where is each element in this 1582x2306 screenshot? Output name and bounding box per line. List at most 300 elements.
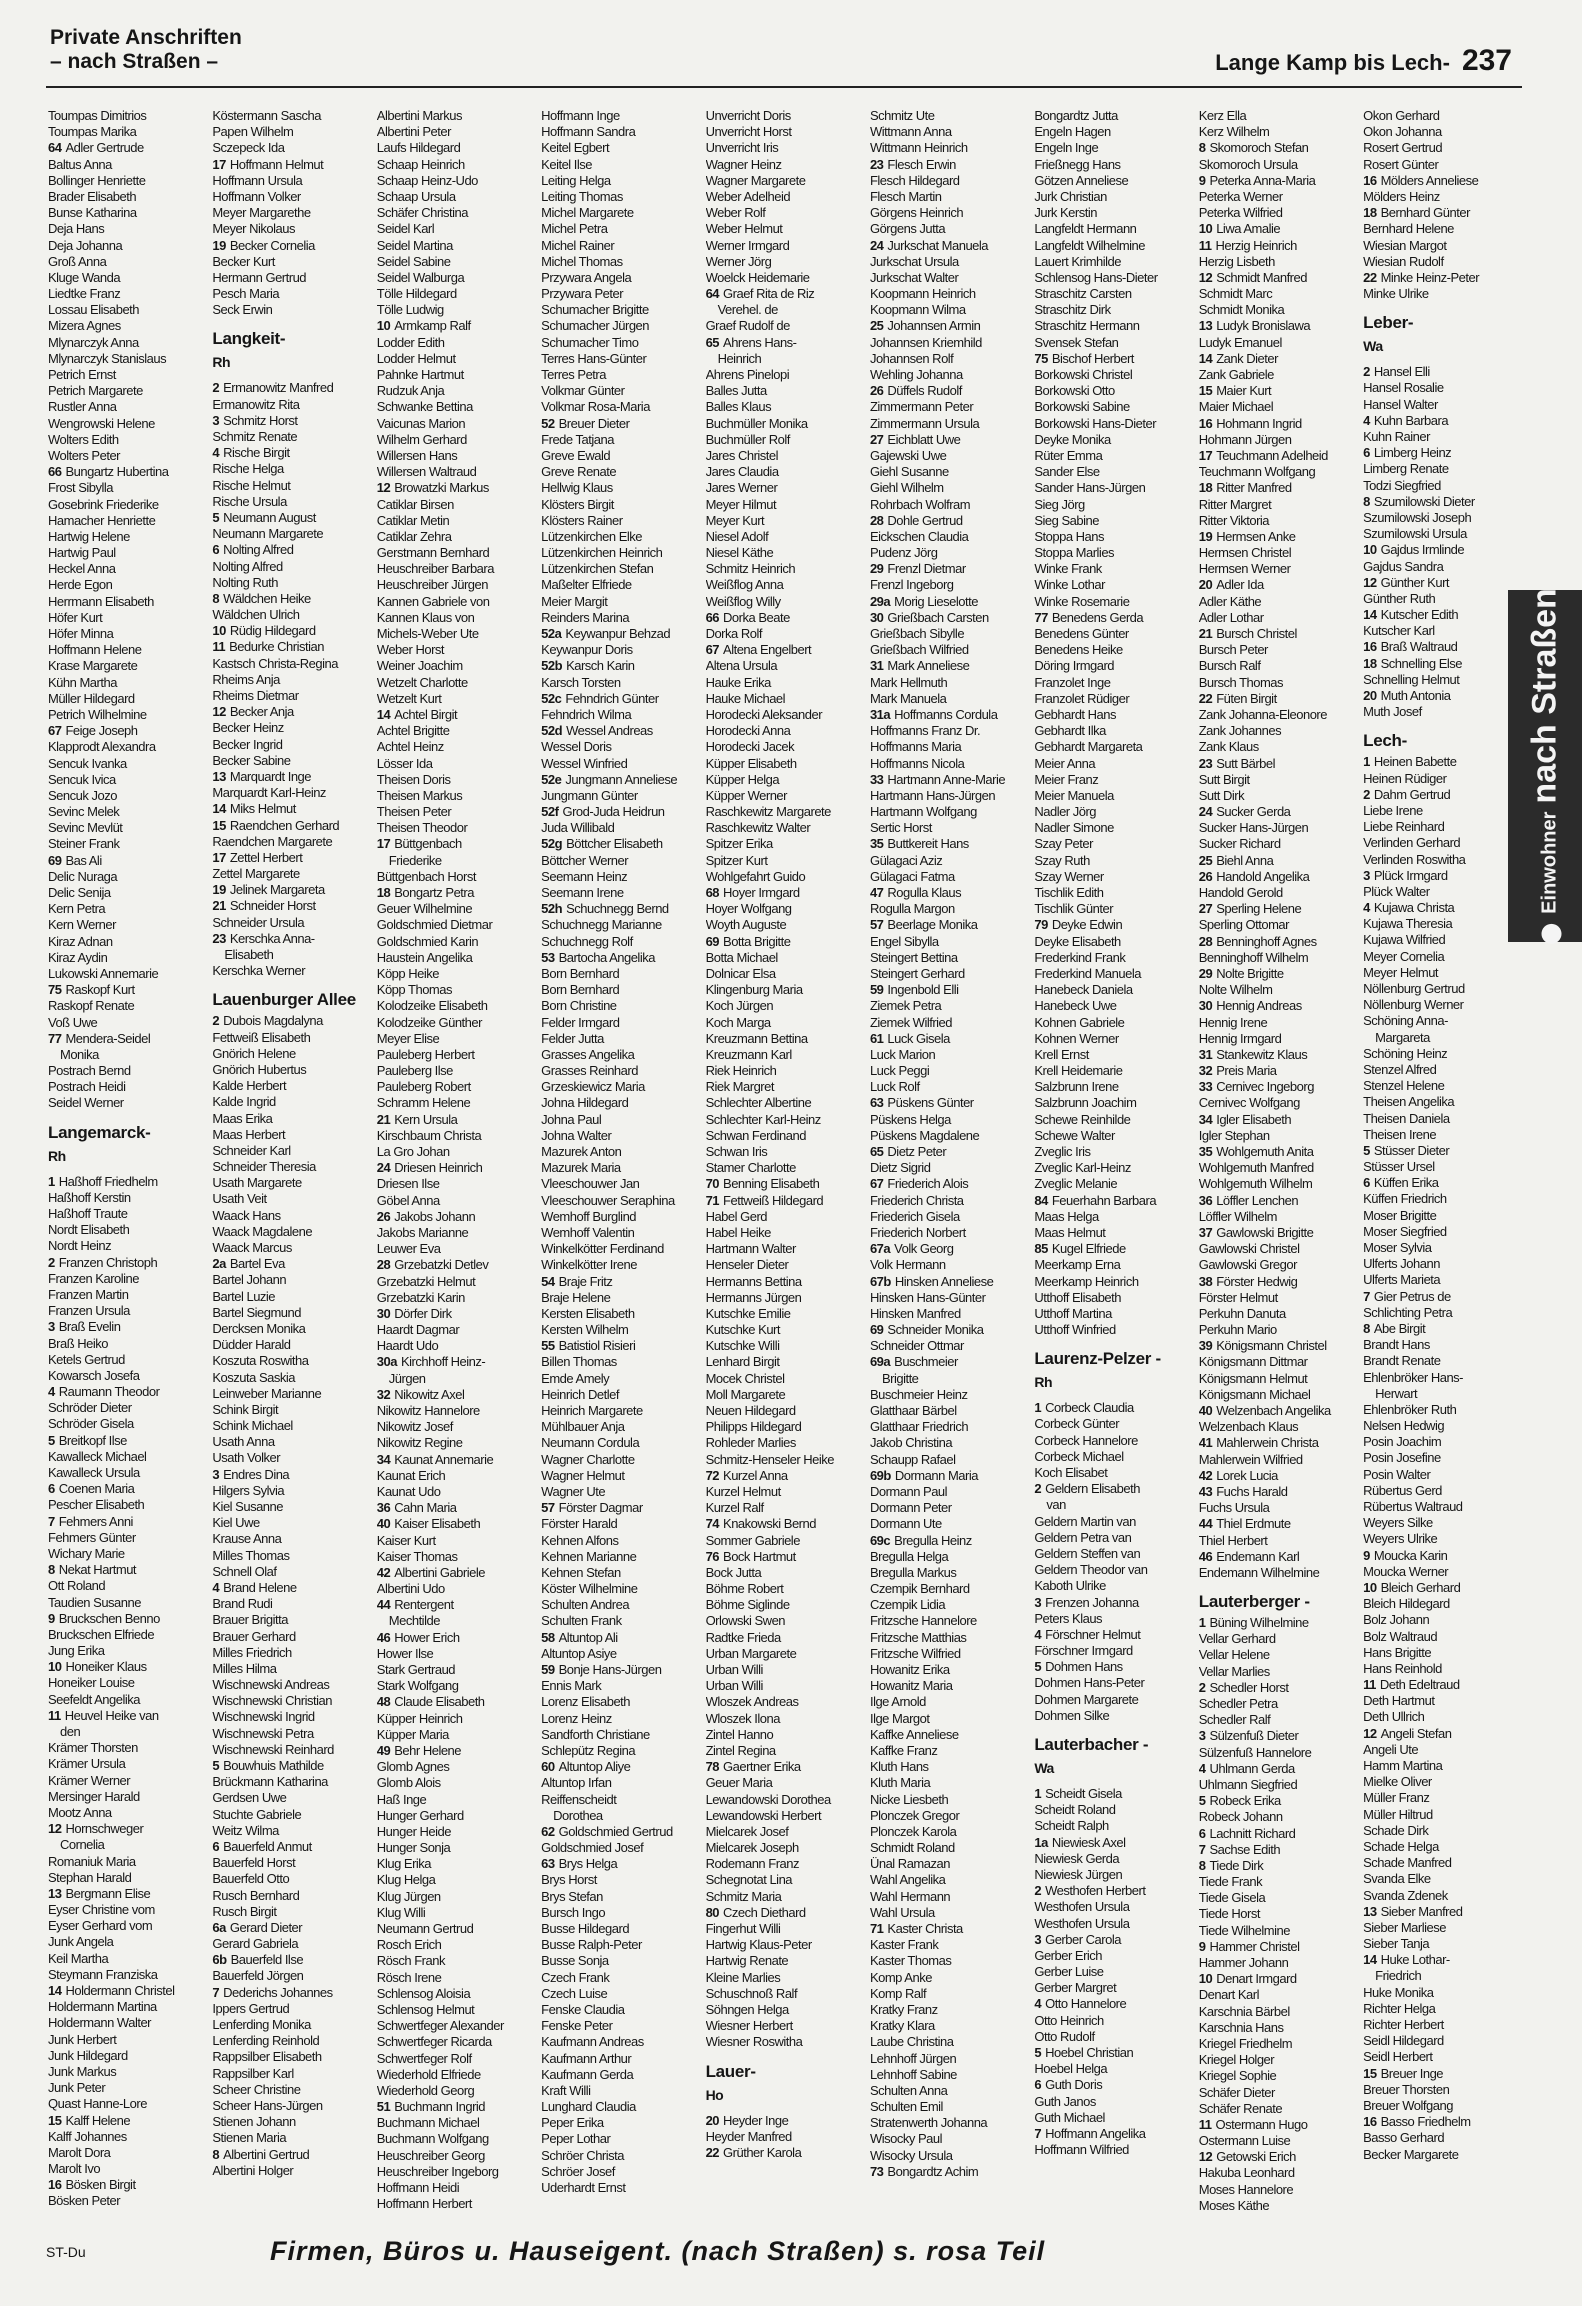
resident-entry: Verlinden Roswitha	[1363, 851, 1466, 867]
resident-entry	[706, 335, 866, 351]
house-number: 38	[1198, 1273, 1213, 1289]
resident-entry: Czech Luise	[541, 1985, 608, 2001]
resident-entry: Sevinc Mevlüt	[48, 820, 123, 836]
resident-entry: Achtel Heinz	[376, 739, 444, 755]
resident-entry: Kannen Klaus von	[376, 609, 475, 625]
resident-entry: Götzen Anneliese	[1034, 172, 1129, 188]
resident-name: Gerber Carola	[1045, 1931, 1121, 1947]
resident-name: Maier Kurt	[1216, 383, 1272, 399]
resident-entry	[1199, 1971, 1359, 1987]
resident-entry: Gnörich Helene	[212, 1045, 296, 1061]
resident-entry: Schwan Iris	[705, 1144, 768, 1159]
resident-entry: Grzebatzki Karin	[376, 1289, 465, 1305]
resident-entry: Winkelkötter Irene	[541, 1257, 637, 1273]
resident-entry: Nadler Simone	[1034, 820, 1114, 836]
resident-entry: Königsmann Helmut	[1198, 1370, 1308, 1386]
resident-entry: Bolz Waltraud	[1363, 1628, 1438, 1644]
resident-entry	[48, 1983, 208, 1999]
resident-name: Kurzel Anna	[723, 1467, 788, 1483]
resident-entry: Dormann Ute	[869, 1516, 942, 1532]
resident-entry: Görgens Jutta	[869, 221, 946, 237]
house-number: 9	[48, 1610, 55, 1626]
resident-name: Bock Hartmut	[723, 1548, 796, 1564]
resident-entry: Geldern Steffen van	[1034, 1545, 1141, 1561]
resident-entry: Wichary Marie	[48, 1545, 125, 1561]
resident-entry	[1034, 2077, 1194, 2093]
resident-entry: Rösch Irene	[376, 1969, 442, 1985]
resident-entry	[1199, 1144, 1359, 1160]
resident-entry	[1199, 1193, 1359, 1209]
resident-entry: Honeiker Louise	[48, 1675, 135, 1691]
resident-entry	[212, 1758, 372, 1774]
resident-entry: Rusch Birgit	[212, 1903, 277, 1919]
resident-entry: Seidel Sabine	[376, 253, 451, 269]
resident-entry: Steingert Gerhard	[869, 965, 965, 981]
section-tab-line2: nach Straßen	[1525, 588, 1564, 804]
resident-entry	[1034, 1595, 1194, 1611]
resident-entry	[377, 1743, 537, 1759]
resident-entry	[212, 704, 372, 720]
resident-entry: Brandt Hans	[1363, 1337, 1430, 1353]
resident-entry: Schneider Ursula	[212, 914, 305, 930]
resident-entry	[1363, 656, 1523, 672]
house-number: 1	[1198, 1615, 1206, 1631]
resident-name: Braß Evelin	[58, 1319, 121, 1335]
resident-entry: Eyser Gerhard vom	[48, 1918, 153, 1934]
resident-entry: Müller Hildegard	[48, 690, 135, 706]
resident-name: Sutt Bärbel	[1216, 755, 1276, 771]
resident-entry: Pesch Maria	[212, 286, 280, 302]
resident-entry: Guth Janos	[1034, 2093, 1096, 2109]
resident-name: Brand Helene	[223, 1579, 297, 1595]
resident-entry: Adler Käthe	[1198, 593, 1262, 609]
resident-entry: Corbeck Michael	[1034, 1448, 1124, 1464]
resident-entry	[212, 801, 372, 817]
resident-entry: Corbeck Günter	[1034, 1416, 1120, 1432]
resident-name: Westhofen Herbert	[1045, 1883, 1146, 1899]
resident-entry: Winkelkötter Ferdinand	[541, 1241, 664, 1257]
house-number: 6	[1034, 2077, 1042, 2093]
resident-entry: Schneider Ottmar	[869, 1338, 964, 1354]
house-number: 1	[1363, 754, 1370, 770]
house-number: 28	[869, 512, 884, 528]
resident-entry: Bollinger Henriette	[48, 172, 146, 188]
resident-entry: Friederich Christa	[869, 1192, 964, 1208]
resident-entry: Peper Erika	[541, 2115, 604, 2131]
resident-entry: Braje Helene	[541, 1289, 611, 1305]
resident-entry: Junk Hildegard	[48, 2047, 128, 2063]
resident-entry: Steingert Bettina	[869, 949, 958, 965]
resident-entry: Wetzelt Charlotte	[376, 674, 468, 690]
resident-entry: Deyke Monika	[1034, 431, 1111, 447]
resident-entry: Frederkind Manuela	[1034, 965, 1141, 981]
resident-entry: Pauleberg Robert	[376, 1079, 471, 1095]
resident-entry	[48, 1821, 208, 1837]
resident-entry: Mersinger Harald	[48, 1788, 140, 1804]
resident-name: Cernivec Ingeborg	[1216, 1079, 1314, 1095]
resident-entry: Otto Rudolf	[1034, 2028, 1095, 2044]
listing-column	[706, 108, 870, 2223]
resident-entry: Wessel Winfried	[541, 755, 628, 771]
house-number: 5	[212, 1758, 220, 1773]
resident-name: Hartmann Anne-Marie	[887, 771, 1006, 787]
resident-name: Bregulla Heinz	[894, 1532, 972, 1548]
resident-entry	[48, 1031, 208, 1047]
district-code: Rh	[1034, 1374, 1053, 1391]
resident-entry	[1199, 383, 1359, 399]
house-number: 17	[376, 836, 391, 852]
house-number: 11	[48, 1707, 61, 1723]
resident-entry: Becker Sabine	[212, 752, 291, 768]
resident-name: Bas Ali	[65, 852, 102, 868]
resident-entry	[212, 1920, 372, 1936]
resident-entry: Toumpas Dimitrios	[48, 108, 147, 123]
resident-entry	[1199, 416, 1359, 432]
resident-entry	[1363, 1175, 1523, 1191]
resident-entry: Milles Friedrich	[212, 1644, 292, 1660]
resident-entry: Bursch Peter	[1198, 642, 1268, 658]
house-number: 32	[376, 1386, 391, 1402]
house-number: 29a	[869, 593, 891, 609]
resident-entry	[377, 1516, 537, 1532]
resident-entry: Stuchte Gabriele	[212, 1806, 302, 1822]
house-number: 76	[705, 1548, 720, 1564]
resident-entry	[212, 1985, 372, 2001]
resident-entry: Ahrens Pinelopi	[705, 367, 790, 382]
house-number: 3	[212, 1466, 220, 1482]
resident-entry: Wolters Peter	[48, 447, 121, 463]
resident-entry	[48, 2177, 208, 2193]
resident-name: Stankewitz Klaus	[1216, 1046, 1308, 1062]
resident-entry: Waack Hans	[212, 1207, 281, 1223]
resident-entry	[377, 1387, 537, 1403]
house-number: 6	[212, 542, 220, 558]
resident-entry: Guth Michael	[1034, 2109, 1105, 2125]
resident-entry	[1199, 1468, 1359, 1484]
resident-entry: Kutschke Emilie	[705, 1305, 791, 1321]
resident-entry: Seidel Martina	[376, 237, 453, 253]
resident-entry: Krell Heidemarie	[1034, 1063, 1123, 1079]
resident-name: Becker Cornelia	[229, 237, 315, 253]
entry-continuation: Jürgen	[388, 1370, 426, 1386]
resident-entry: Klug Jürgen	[376, 1888, 441, 1904]
resident-entry: Utthoff Martina	[1034, 1305, 1112, 1321]
resident-entry: Brauer Gerhard	[212, 1628, 296, 1644]
resident-entry: Koopmann Wilma	[869, 302, 966, 318]
resident-entry: Hohmann Jürgen	[1198, 431, 1292, 447]
resident-entry	[377, 480, 537, 496]
resident-entry: Heinen Rüdiger	[1363, 770, 1447, 786]
house-number: 70	[705, 1176, 720, 1192]
resident-name: Endres Dina	[223, 1466, 290, 1482]
house-number: 6	[1363, 445, 1370, 461]
resident-entry: Utthoff Elisabeth	[1034, 1289, 1121, 1305]
resident-entry: Gosebrink Friederike	[48, 496, 159, 512]
resident-entry: Klösters Rainer	[541, 512, 623, 528]
house-number: 48	[376, 1694, 391, 1710]
house-number: 35	[1198, 1144, 1213, 1159]
resident-entry: Theisen Doris	[376, 771, 451, 787]
resident-entry: Frede Tatjana	[541, 431, 614, 447]
resident-entry	[212, 1952, 372, 1968]
house-number: 34	[1198, 1111, 1213, 1127]
resident-entry: Schmidt Marc	[1198, 286, 1273, 302]
resident-entry: Delic Nuraga	[48, 868, 118, 884]
resident-entry	[541, 626, 701, 642]
resident-entry: Brandt Renate	[1363, 1353, 1441, 1369]
resident-entry: Hartwig Paul	[48, 545, 116, 561]
resident-entry: Sander Hans-Jürgen	[1034, 480, 1146, 496]
resident-name: Grod-Juda Heidrun	[562, 804, 665, 820]
resident-entry: Marquardt Karl-Heinz	[212, 785, 326, 801]
resident-entry: Herzig Lisbeth	[1198, 253, 1275, 269]
resident-entry: Kehnen Marianne	[541, 1548, 637, 1564]
resident-name: Nikowitz Axel	[394, 1386, 465, 1402]
resident-entry: Goldschmied Josef	[541, 1840, 644, 1856]
house-number: 46	[376, 1629, 391, 1645]
house-number: 67	[48, 723, 62, 739]
resident-entry	[706, 1193, 866, 1209]
listing-column	[870, 108, 1034, 2223]
resident-name: Sieber Manfred	[1380, 1903, 1463, 1919]
resident-entry: Peterka Wilfried	[1198, 205, 1283, 221]
resident-name: Stüsser Dieter	[1373, 1142, 1450, 1158]
house-number: 78	[705, 1759, 720, 1775]
entry-continuation: Dorothea	[553, 1807, 603, 1823]
house-number: 63	[541, 1856, 555, 1872]
resident-entry: Zimmermann Ursula	[869, 415, 980, 431]
resident-entry	[1363, 2066, 1523, 2082]
street-heading: Lauer-	[705, 2061, 756, 2081]
resident-entry: Rappsilber Elisabeth	[212, 2049, 322, 2065]
resident-entry	[1199, 2149, 1359, 2165]
resident-entry: Horodecki Jacek	[705, 739, 795, 755]
resident-entry	[1199, 238, 1359, 254]
resident-entry: Weißflog Anna	[705, 577, 784, 593]
resident-name: Friederich Alois	[887, 1176, 969, 1192]
resident-entry	[48, 1319, 208, 1335]
resident-entry: Voß Uwe	[48, 1014, 98, 1030]
resident-name: Breuer Inge	[1380, 2065, 1444, 2081]
resident-entry	[541, 1338, 701, 1354]
resident-entry: Kannen Gabriele von	[376, 593, 490, 609]
resident-entry: Küffen Friedrich	[1363, 1191, 1447, 1207]
resident-name: Nolting Alfred	[223, 542, 294, 558]
resident-entry: Ludyk Emanuel	[1198, 334, 1282, 350]
resident-entry: Habel Gerd	[705, 1208, 768, 1224]
resident-entry: Bauerfeld Horst	[212, 1855, 296, 1871]
house-number: 16	[1363, 2114, 1377, 2130]
resident-entry: Krämer Ursula	[48, 1756, 126, 1772]
house-number: 26	[376, 1208, 391, 1224]
resident-entry: Lewandowski Dorothea	[705, 1791, 831, 1807]
resident-entry	[212, 445, 372, 461]
house-number: 39	[1198, 1338, 1213, 1354]
resident-name: Grüther Karola	[723, 2144, 802, 2160]
resident-entry: Pudenz Jörg	[869, 545, 938, 561]
resident-entry: Mazurek Anton	[541, 1144, 622, 1159]
resident-entry: Düdder Harald	[212, 1337, 291, 1353]
resident-entry: Flesch Hildegard	[869, 172, 960, 188]
house-number: 4	[1034, 1626, 1042, 1642]
resident-entry: Albertini Holger	[212, 2162, 294, 2178]
resident-entry: Moses Hannelore	[1198, 2181, 1294, 2197]
resident-entry: Rische Ursula	[212, 493, 287, 509]
resident-entry: Winke Frank	[1034, 561, 1102, 577]
resident-entry: Zveglic Melanie	[1034, 1176, 1118, 1192]
resident-entry: Zintel Regina	[705, 1742, 776, 1758]
resident-entry	[1199, 998, 1359, 1014]
resident-entry	[1034, 1786, 1194, 1802]
resident-name: Bernhard Günter	[1380, 205, 1470, 221]
resident-entry: Kersten Wilhelm	[541, 1322, 629, 1338]
resident-entry: Kohnen Werner	[1034, 1030, 1119, 1046]
resident-name: Neumann August	[223, 509, 316, 525]
resident-name: Skomoroch Stefan	[1209, 140, 1309, 156]
resident-entry: Klingenburg Maria	[705, 982, 803, 998]
house-number: 64	[705, 286, 720, 302]
resident-entry: Wisocky Ursula	[869, 2147, 953, 2163]
resident-entry: Gnörich Hubertus	[212, 1061, 307, 1077]
resident-entry: Hauke Michael	[705, 690, 786, 706]
resident-entry: Howanitz Maria	[869, 1678, 953, 1694]
resident-entry: Nöllenburg Gertrud	[1363, 981, 1465, 996]
resident-entry: Bleich Hildegard	[1363, 1596, 1450, 1612]
resident-name: Grießbach Carsten	[887, 609, 989, 625]
resident-entry: Kutschke Kurt	[705, 1322, 780, 1338]
resident-entry: Svanda Zdenek	[1363, 1887, 1448, 1903]
resident-entry: Papen Wilhelm	[212, 124, 294, 140]
resident-name: Dahm Gertrud	[1373, 786, 1451, 802]
resident-entry	[212, 623, 372, 639]
resident-entry: Busse Hildegard	[541, 1921, 630, 1936]
resident-name: Miks Helmut	[229, 801, 296, 817]
resident-entry: Wehling Johanna	[869, 367, 963, 382]
resident-entry: Waack Magdalene	[212, 1223, 313, 1239]
house-number: 62	[541, 1823, 555, 1839]
resident-entry: Delic Senija	[48, 885, 111, 900]
house-number: 25	[1198, 852, 1213, 868]
resident-entry: Dohmen Margarete	[1034, 1691, 1139, 1707]
resident-name: Graef Rita de Riz	[723, 286, 815, 302]
resident-entry	[706, 1905, 866, 1921]
resident-entry: Schwertfeger Rolf	[376, 2050, 472, 2066]
resident-name: Honeiker Klaus	[65, 1659, 147, 1675]
resident-entry: Küpper Werner	[705, 787, 787, 803]
resident-entry: Glomb Alois	[376, 1775, 441, 1791]
resident-entry: Kiraz Adnan	[48, 933, 113, 949]
resident-entry: Theisen Daniela	[1363, 1110, 1450, 1126]
resident-entry: Kaster Frank	[869, 1937, 939, 1953]
street-heading: Langkeit-	[212, 329, 286, 349]
resident-entry: Johna Hildegard	[541, 1095, 629, 1111]
house-number: 4	[212, 445, 220, 461]
resident-entry: Hans Brigitte	[1363, 1644, 1432, 1660]
resident-entry: Moser Brigitte	[1363, 1207, 1437, 1223]
house-number: 69c	[869, 1532, 891, 1548]
resident-entry	[1363, 1289, 1523, 1305]
resident-entry: Borkowski Sabine	[1034, 399, 1130, 415]
resident-entry: Rohrbach Wolfram	[869, 496, 971, 512]
resident-entry: Geuer Wilhelmine	[376, 901, 473, 917]
resident-name: Kaster Christa	[887, 1921, 963, 1936]
resident-entry	[1199, 2117, 1359, 2133]
resident-entry: Kleine Marlies	[705, 1969, 781, 1985]
resident-entry: Rübertus Waltraud	[1363, 1499, 1463, 1514]
resident-entry: Günther Ruth	[1363, 590, 1436, 606]
resident-entry: Stark Wolfgang	[376, 1678, 459, 1694]
resident-entry	[541, 772, 701, 788]
resident-entry: Weitz Wilma	[212, 1822, 279, 1838]
street-heading: Langemarck-	[48, 1122, 151, 1142]
resident-entry	[1199, 966, 1359, 982]
resident-entry	[1199, 853, 1359, 869]
resident-entry: Kujawa Theresia	[1363, 916, 1453, 932]
resident-entry: Neumann Cordula	[541, 1435, 640, 1451]
resident-entry: Kriegel Holger	[1198, 2052, 1275, 2068]
resident-name: Goldschmied Gertrud	[558, 1823, 673, 1839]
resident-entry	[870, 982, 1030, 998]
resident-entry: Howanitz Erika	[869, 1662, 950, 1677]
resident-entry: Lehnhoff Jürgen	[869, 2050, 957, 2066]
house-number: 30	[869, 609, 884, 625]
resident-entry	[1034, 1932, 1194, 1948]
resident-entry: Busse Sonja	[541, 1953, 609, 1969]
resident-entry	[1199, 901, 1359, 917]
resident-entry: Schaupp Rafael	[869, 1451, 956, 1467]
resident-entry: Nolting Alfred	[212, 558, 283, 574]
resident-entry: Westhofen Ursula	[1034, 1915, 1130, 1931]
house-number: 65	[869, 1144, 884, 1159]
house-number: 2	[1363, 786, 1370, 802]
resident-entry: Nöllenburg Werner	[1363, 997, 1464, 1013]
resident-entry: Hamacher Henriette	[48, 512, 156, 528]
resident-name: Bergmann Elise	[65, 1885, 151, 1901]
resident-entry: Becker Margarete	[1363, 2146, 1459, 2162]
resident-name: Hinsken Anneliese	[894, 1273, 994, 1289]
house-number: 4	[1363, 412, 1370, 428]
resident-entry: Wagner Helmut	[541, 1467, 625, 1483]
resident-entry	[1034, 2126, 1194, 2142]
resident-entry: Nikowitz Josef	[376, 1419, 453, 1435]
resident-entry: Luck Marion	[869, 1046, 936, 1062]
resident-entry: Böhme Robert	[705, 1581, 784, 1597]
house-number: 3	[1198, 1728, 1206, 1744]
resident-entry: Sevinc Melek	[48, 804, 120, 820]
resident-entry: Weber Rolf	[705, 205, 766, 221]
resident-entry: Wloszek Andreas	[705, 1694, 799, 1710]
resident-entry: Frießnegg Hans	[1034, 156, 1121, 172]
resident-entry: Vellar Marlies	[1198, 1663, 1270, 1679]
resident-entry: Fuchs Ursula	[1198, 1500, 1270, 1516]
house-number: 77	[1034, 609, 1048, 625]
house-number: 10	[48, 1659, 62, 1675]
resident-entry: Hilgers Sylvia	[212, 1482, 285, 1498]
resident-entry	[1363, 1580, 1523, 1596]
resident-entry: Raschkewitz Walter	[705, 820, 811, 836]
house-number: 2	[48, 1254, 55, 1270]
house-number: 5	[1034, 2045, 1042, 2060]
resident-entry	[541, 836, 701, 852]
resident-entry: Jungmann Günter	[541, 787, 638, 803]
resident-entry: Nolting Ruth	[212, 574, 278, 590]
resident-entry	[706, 286, 866, 302]
resident-entry: Fritzsche Wilfried	[869, 1645, 961, 1661]
resident-entry: Stoppa Hans	[1034, 528, 1105, 544]
resident-name: Küffen Erika	[1373, 1175, 1439, 1191]
resident-entry: Buchmüller Rolf	[705, 431, 790, 447]
resident-entry	[1199, 448, 1359, 464]
